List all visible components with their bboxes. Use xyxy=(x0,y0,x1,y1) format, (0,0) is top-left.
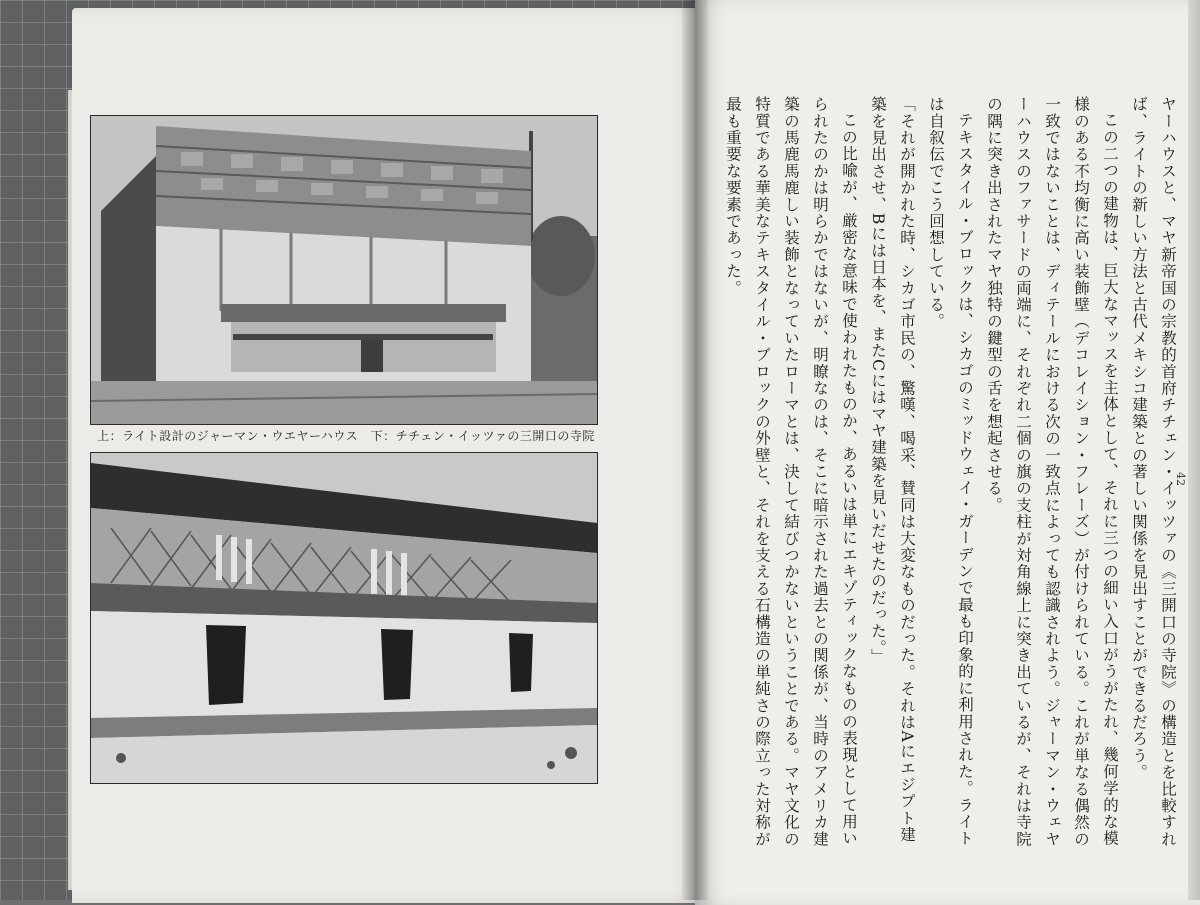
photo-caption: 上：ライト設計のジャーマン・ウエヤーハウス 下：チチェン・イッツァの三開口の寺院 xyxy=(97,429,595,443)
book-gutter xyxy=(682,0,708,900)
temple-illustration xyxy=(91,453,597,783)
warehouse-photo xyxy=(90,115,598,425)
warehouse-illustration xyxy=(91,116,597,424)
paragraph: ヤーハウスと、マヤ新帝国の宗教的首府チチェン・イッツァの《三開口の寺院》の構造とを比較すれば、ライトの新しい方法と古代メキシコ建築との著しい関係を見出すことができるだろう。 xyxy=(1130,96,1177,848)
quotation-paragraph: 「それが開かれた時、シカゴ市民の、驚嘆、喝采、賛同は大変なものだった。それはAにエジプト建築を見出させ、Bには日本を、またCにはマヤ建築を見いだせたのだった。」 xyxy=(869,96,916,844)
paragraph: この二つの建物は、巨大なマッスを主体として、それに三つの細い入口がうがたれ、幾何学的な模様のある不均衡に高い装飾壁（デコレイション・フレーズ）が付けられている。これが単なる偶然の一致ではないことは、ディテールにおける次の一致点によっても認識されよう。ジャーマン・ウェヤーハウスのファサードの両端に、それぞれ二個の旗の支柱が対角線上に突き出ているが、それは寺院の隅に突き出されたマヤ独特の鍵型の舌を想起させる。 xyxy=(985,96,1119,848)
right-page-edge xyxy=(1188,0,1200,900)
paragraph: テキスタイル・ブロックは、シカゴのミッドウェイ・ガーデンで最も印象的に利用された。ライトは自叙伝でこう回想している。 xyxy=(927,96,974,847)
page-number: 42 xyxy=(1174,472,1187,486)
paragraph: この比喩が、厳密な意味で使われたものか、あるいは単にエキゾティックなものの表現として用いられたのかは明らかではないが、明瞭なのは、そこに暗示された過去との関係が、当時のアメリカ建築の馬鹿馬鹿しい装飾となっていたローマとは、決して結びつかないということである。マヤ文化の特質である華美なテキスタイル・ブロックの外壁と、それを支える石構造の単純さの際立った対称が最も重要な要素であった。 xyxy=(724,96,858,848)
body-text xyxy=(722,96,1182,856)
temple-photo xyxy=(90,452,598,784)
